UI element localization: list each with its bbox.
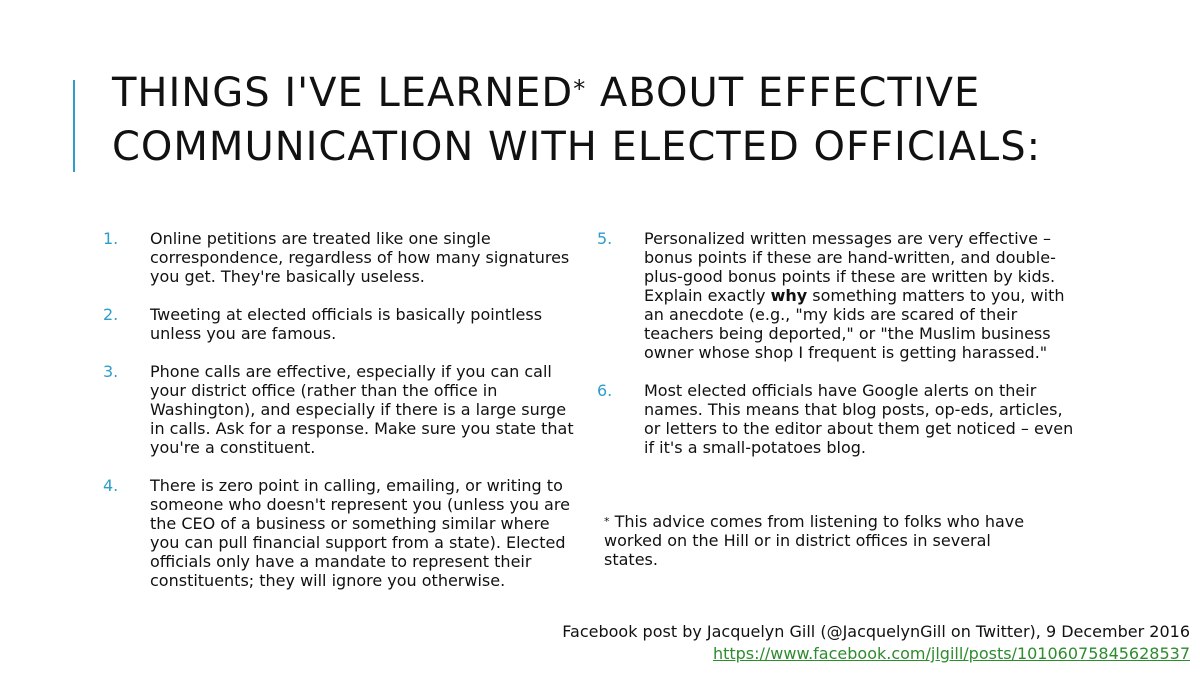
list-item xyxy=(103,305,578,343)
item-text: Phone calls are effective, especially if you can call your district office (rather than the office in Washington), and especially if there is a large surge in calls. Ask for a response. Make sure you state that you're a constituent. xyxy=(150,362,574,457)
source-credit: Facebook post by Jacquelyn Gill (@JacquelynGill on Twitter), 9 December 2016 xyxy=(562,622,1190,641)
title-part2: ABOUT EFFECTIVE COMMUNICATION WITH ELECTED OFFICIALS: xyxy=(112,70,1042,170)
left-advice-list xyxy=(103,229,578,609)
item-number: 1. xyxy=(103,229,119,248)
right-advice-list xyxy=(597,229,1077,476)
title-part1: THINGS I'VE LEARNED xyxy=(112,70,574,116)
item-number: 6. xyxy=(597,381,613,400)
title-accent-bar xyxy=(73,80,75,172)
item-text-after: something matters to you, with an anecdote (e.g., "my kids are scared of their teachers being deported," or "the Muslim business owner whose shop I frequent is getting harassed." xyxy=(644,286,1065,362)
item-number: 5. xyxy=(597,229,613,248)
item-number: 2. xyxy=(103,305,119,324)
list-item xyxy=(597,381,1077,457)
item-text-bold: why xyxy=(770,286,808,305)
list-item xyxy=(103,476,578,590)
item-text xyxy=(644,229,1077,362)
footnote-text: This advice comes from listening to folks who have worked on the Hill or in district offices in several states. xyxy=(604,512,1025,569)
slide-title xyxy=(112,66,1172,174)
list-item xyxy=(103,362,578,457)
footnote xyxy=(604,512,1044,569)
item-text: Online petitions are treated like one single correspondence, regardless of how many signatures you get. They're basically useless. xyxy=(150,229,570,286)
item-text: There is zero point in calling, emailing, or writing to someone who doesn't represent you (unless you are the CEO of a business or something similar where you can pull financial support from a state). Elected officials only have a mandate to represent their constituents; they will ignore you otherwise. xyxy=(150,476,570,590)
list-item xyxy=(103,229,578,286)
item-number: 3. xyxy=(103,362,119,381)
title-asterisk: * xyxy=(573,75,587,103)
source-link[interactable]: https://www.facebook.com/jlgill/posts/10106075845628537 xyxy=(712,644,1190,663)
item-number: 4. xyxy=(103,476,119,495)
item-text-before: Personalized written messages are very effective – bonus points if these are hand-written, and double-plus-good bonus points if these are written by kids. Explain exactly xyxy=(644,229,1056,305)
item-text: Tweeting at elected officials is basically pointless unless you are famous. xyxy=(150,305,543,343)
list-item xyxy=(597,229,1077,362)
footnote-asterisk: * xyxy=(604,515,610,528)
item-text: Most elected officials have Google alerts on their names. This means that blog posts, op-eds, articles, or letters to the editor about them get noticed – even if it's a small-potatoes blog. xyxy=(644,381,1074,457)
